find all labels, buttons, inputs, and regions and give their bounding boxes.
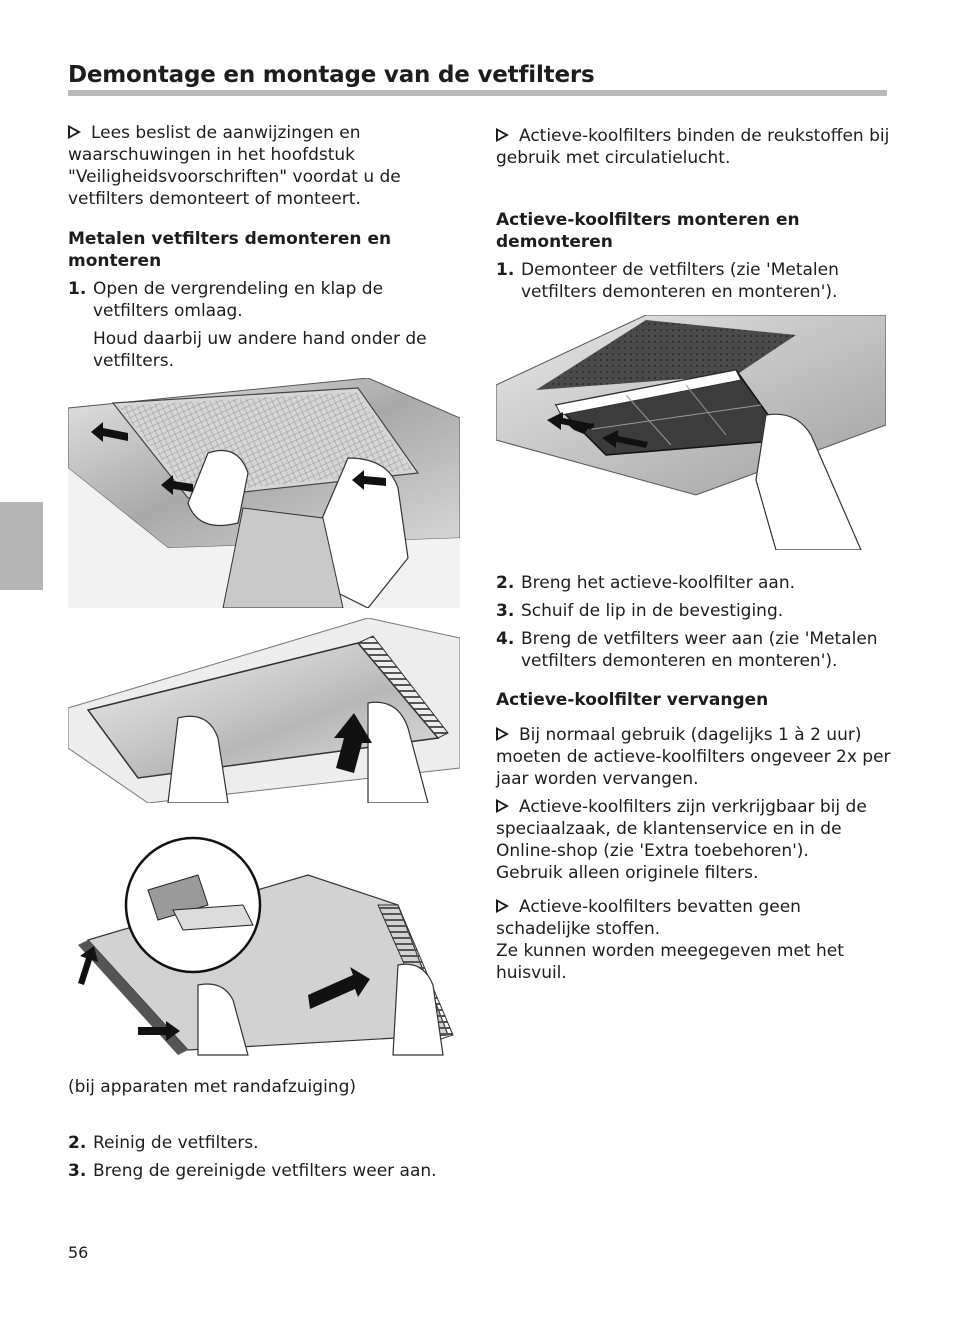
note-triangle-icon: [496, 799, 509, 813]
right-note-2: [496, 796, 876, 884]
note-text-continued: Ze kunnen worden meegegeven met het huisvuil.: [496, 941, 844, 983]
figure-fold-down: [68, 618, 460, 803]
left-intro-note: [68, 122, 418, 210]
left-step-2: [68, 1132, 458, 1154]
right-note-1: [496, 724, 891, 790]
left-intro-text: Lees beslist de aanwijzingen en waarschuwingen in het hoofdstuk "Veiligheidsvoorschriften" voordat u de vetfilters demonteert of monteert.: [68, 123, 401, 209]
step-text: Breng de gereinigde vetfilters weer aan.: [93, 1161, 437, 1181]
note-triangle-icon: [496, 727, 509, 741]
page-title: Demontage en montage van de vetfilters: [68, 62, 595, 88]
right-note-3: [496, 896, 876, 984]
title-rule: [68, 90, 887, 96]
step-number: 1.: [68, 279, 87, 299]
step-number: 4.: [496, 629, 515, 649]
step-text: Schuif de lip in de bevestiging.: [521, 601, 784, 621]
right-step-1: [496, 259, 886, 303]
step-number: 2.: [68, 1133, 87, 1153]
right-step-3: [496, 600, 886, 622]
step-text: Breng de vetfilters weer aan (zie 'Metalen vetfilters demonteren en monteren').: [521, 629, 878, 671]
note-text: Bij normaal gebruik (dagelijks 1 à 2 uur) moeten de actieve-koolfilters ongeveer 2x per jaar worden vervangen.: [496, 725, 891, 789]
figure-open-filter: [68, 378, 460, 608]
step-text: Breng het actieve-koolfilter aan.: [521, 573, 796, 593]
chapter-tab: [0, 502, 43, 590]
step-extra-text: Houd daarbij uw andere hand onder de vetfilters.: [93, 329, 427, 371]
note-triangle-icon: [496, 899, 509, 913]
step-number: 3.: [68, 1161, 87, 1181]
left-step-1: [68, 278, 458, 372]
right-intro-note: [496, 125, 891, 169]
right-step-2: [496, 572, 886, 594]
figure-caption: (bij apparaten met randafzuiging): [68, 1077, 356, 1097]
step-text: Demonteer de vetfilters (zie 'Metalen vetfilters demonteren en monteren').: [521, 260, 839, 302]
step-number: 3.: [496, 601, 515, 621]
note-text: Actieve-koolfilters bevatten geen schadelijke stoffen.: [496, 897, 801, 939]
step-number: 1.: [496, 260, 515, 280]
section-heading-replace: Actieve-koolfilter vervangen: [496, 690, 769, 710]
left-step-3: [68, 1160, 458, 1182]
page-number: 56: [68, 1243, 89, 1262]
figure-edge-extraction: [68, 835, 460, 1057]
section-heading-metal-filters: Metalen vetfilters demonteren en monteren: [68, 229, 392, 271]
note-triangle-icon: [68, 125, 81, 139]
step-number: 2.: [496, 573, 515, 593]
note-triangle-icon: [496, 128, 509, 142]
step-text: Reinig de vetfilters.: [93, 1133, 259, 1153]
right-intro-text: Actieve-koolfilters binden de reukstoffen bij gebruik met circulatielucht.: [496, 126, 890, 168]
right-step-4: [496, 628, 886, 672]
section-heading-carbon-filters: Actieve-koolfilters monteren en demonteren: [496, 210, 800, 252]
figure-carbon-filter: [496, 315, 886, 550]
note-text: Actieve-koolfilters zijn verkrijgbaar bij de speciaalzaak, de klantenservice en in de Online-shop (zie 'Extra toebehoren'). Gebruik alleen originele filters.: [496, 797, 867, 883]
step-text: Open de vergrendeling en klap de vetfilters omlaag.: [93, 279, 384, 321]
